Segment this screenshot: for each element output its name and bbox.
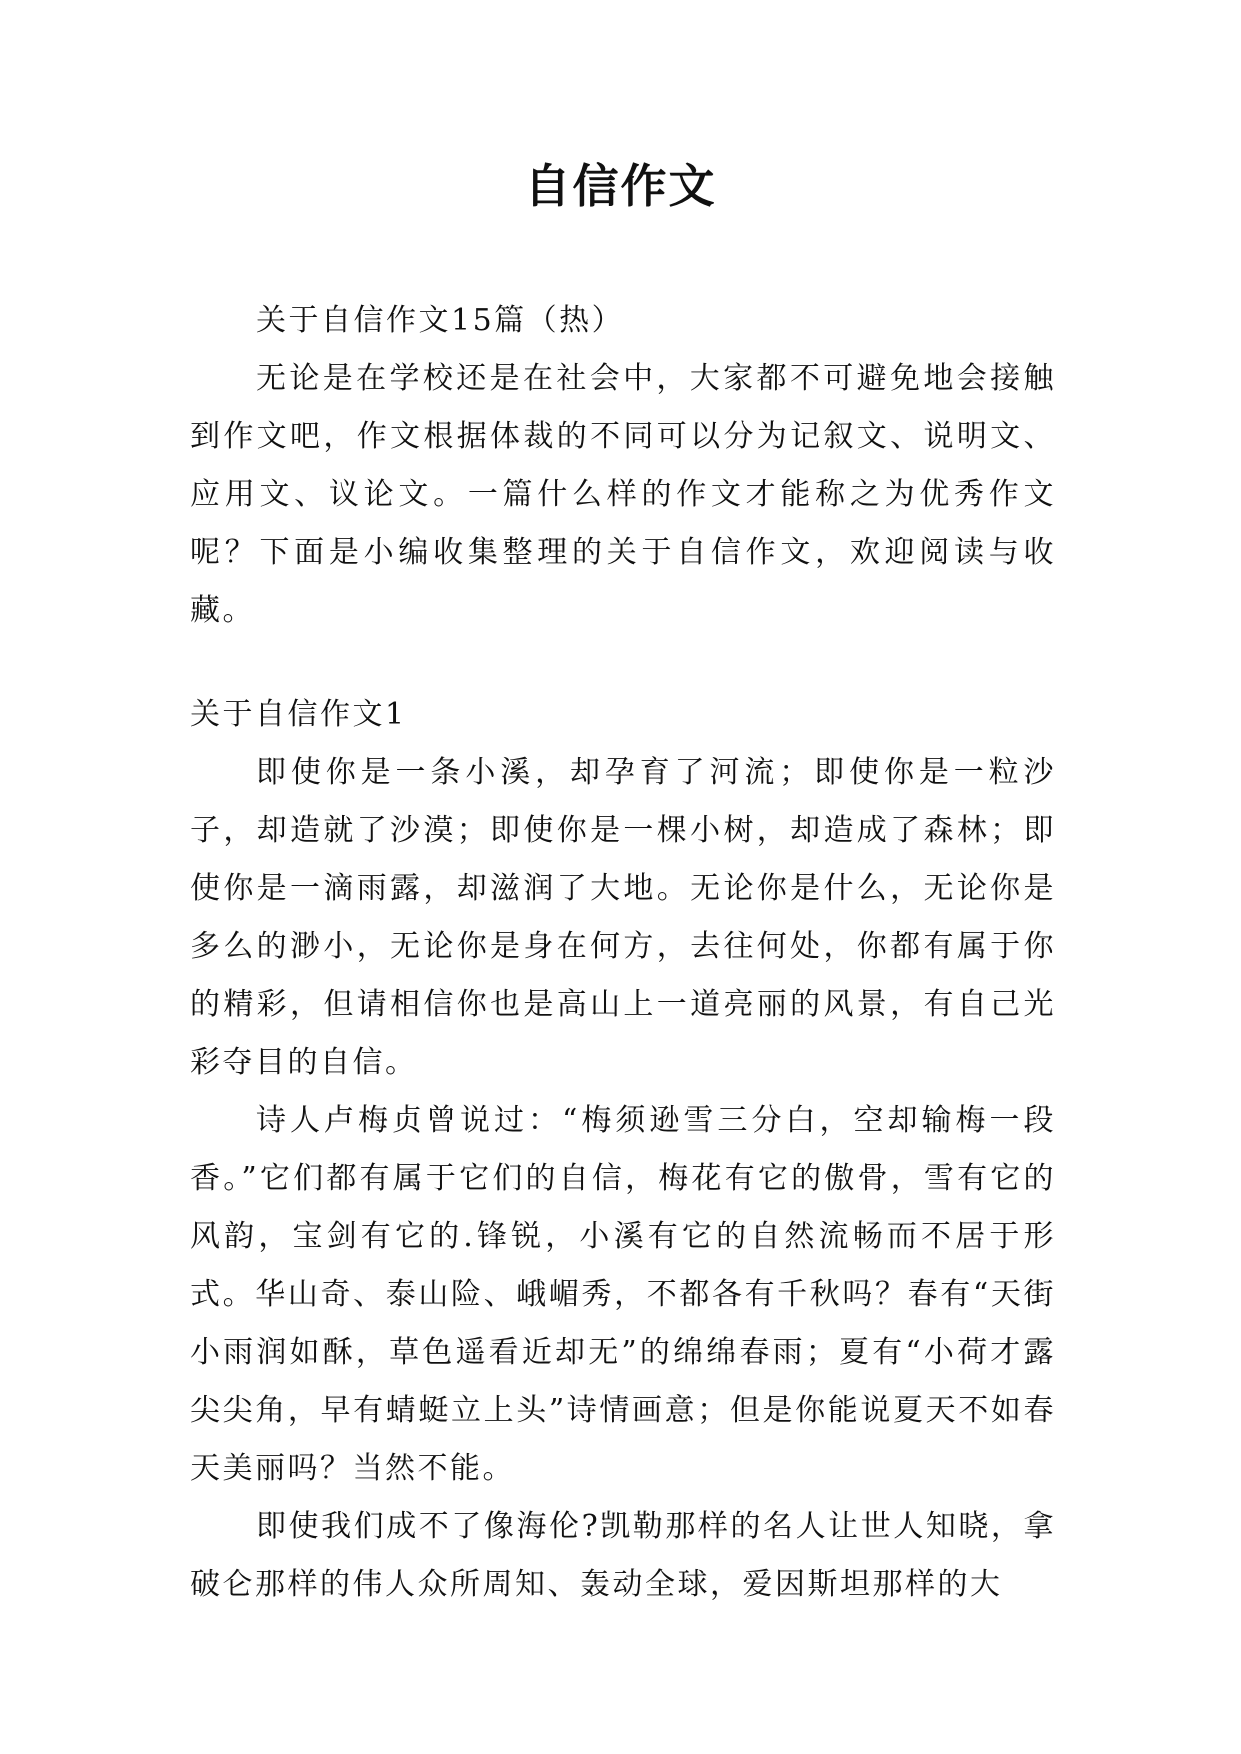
document-subtitle: 关于自信作文15篇（热） (256, 303, 625, 338)
paragraph-1: 即使你是一条小溪，却孕育了河流；即使你是一粒沙子，却造就了沙漠；即使你是一棵小树，却造成了森林；即使你是一滴雨露，却滋润了大地。无论你是什么，无论你是多么的渺小，无论你是身在何方，去往何处，你都有属于你的精彩，但请相信你也是高山上一道亮丽的风景，有自己光彩夺目的自信。 (190, 755, 1056, 1080)
document-body (190, 292, 1056, 1614)
intro-paragraph: 无论是在学校还是在社会中，大家都不可避免地会接触到作文吧，作文根据体裁的不同可以分为记叙文、说明文、应用文、议论文。一篇什么样的作文才能称之为优秀作文呢？下面是小编收集整理的关于自信作文，欢迎阅读与收藏。 (190, 361, 1056, 628)
section-heading: 关于自信作文1 (190, 697, 407, 732)
paragraph-3: 即使我们成不了像海伦?凯勒那样的名人让世人知晓，拿破仑那样的伟人众所周知、轰动全球，爱因斯坦那样的大 (190, 1509, 1056, 1602)
paragraph-2: 诗人卢梅贞曾说过：“梅须逊雪三分白，空却输梅一段香。”它们都有属于它们的自信，梅花有它的傲骨，雪有它的风韵，宝剑有它的.锋锐，小溪有它的自然流畅而不居于形式。华山奇、泰山险、峨嵋秀，不都各有千秋吗？春有“天街小雨润如酥，草色遥看近却无”的绵绵春雨；夏有“小荷才露尖尖角，早有蜻蜓立上头”诗情画意；但是你能说夏天不如春天美丽吗？当然不能。 (190, 1103, 1056, 1486)
document-title: 自信作文 (524, 159, 717, 213)
